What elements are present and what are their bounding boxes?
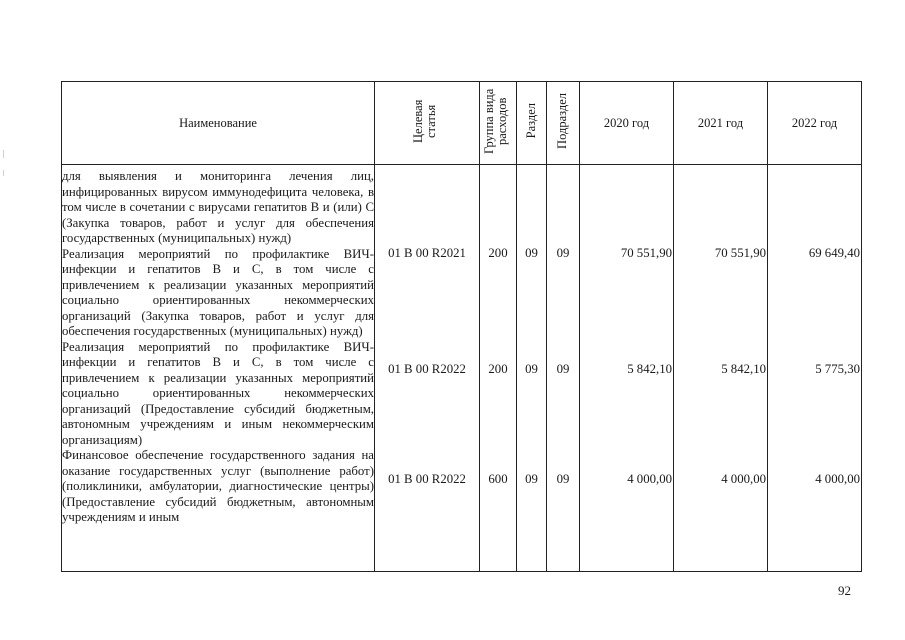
amount-2022-cell <box>768 165 862 572</box>
subsection-value: 09 <box>556 362 570 376</box>
target-article-value: 01 В 00 R2021 <box>388 246 466 260</box>
amount-2022-value: 5 775,30 <box>815 362 860 376</box>
amount-2021-value: 70 551,90 <box>714 246 766 260</box>
target-article-cell <box>375 165 480 572</box>
section-value: 09 <box>525 472 538 486</box>
header-subsection: Подраздел <box>547 82 580 165</box>
section-value: 09 <box>525 362 538 376</box>
amount-2022-value: 4 000,00 <box>815 472 860 486</box>
amount-2021-value: 5 842,10 <box>721 362 766 376</box>
subsection-cell <box>547 165 580 572</box>
header-2022: 2022 год <box>768 82 862 165</box>
section-value: 09 <box>525 246 538 260</box>
name-entry: для выявления и мониторинга лечения лиц, инфицированных вирусом иммунодефицита человека, в том числе в сочетании с вирусами гепатитов В и (или) С (Закупка товаров, работ и услуг для обеспечения государственных (муниципальных) нужд) <box>62 169 374 245</box>
expense-group-value: 200 <box>488 246 508 260</box>
subsection-value: 09 <box>556 472 570 486</box>
amount-2020-value: 70 551,90 <box>620 246 672 260</box>
header-target-article: Целевая статья <box>375 82 480 165</box>
header-2020: 2020 год <box>580 82 674 165</box>
expense-group-cell <box>480 165 517 572</box>
scan-margin-mark <box>3 170 4 176</box>
budget-table <box>61 81 862 572</box>
scan-margin-mark <box>3 150 4 158</box>
amount-2020-cell <box>580 165 674 572</box>
name-entry: Реализация мероприятий по профилактике ВИЧ-инфекции и гепатитов В и С, в том числе с привлечением к реализации указанных мероприятий социально ориентированных некоммерческих организаций (Предоставление субсидий бюджетным, автономным учреждениям и иным некоммерческим организациям) <box>62 339 374 447</box>
amount-2020-value: 4 000,00 <box>627 472 672 486</box>
expense-group-value: 200 <box>488 362 508 376</box>
header-2021: 2021 год <box>674 82 768 165</box>
target-article-value: 01 В 00 R2022 <box>388 472 466 486</box>
expense-group-value: 600 <box>488 472 508 486</box>
page-number: 92 <box>838 583 851 598</box>
name-entry: Реализация мероприятий по профилактике ВИЧ-инфекции и гепатитов В и С, в том числе с привлечением к реализации указанных мероприятий социально ориентированных некоммерческих организаций (Закупка товаров, работ и услуг для обеспечения государственных (муниципальных) нужд) <box>62 246 374 338</box>
header-expense-group: Группа вида расходов <box>480 82 517 165</box>
amount-2020-value: 5 842,10 <box>627 362 672 376</box>
subsection-value: 09 <box>556 246 570 260</box>
name-column-cell <box>62 165 375 572</box>
section-cell <box>517 165 547 572</box>
table-body-row <box>62 165 862 572</box>
name-entry: Финансовое обеспечение государственного задания на оказание государственных услуг (выполнение работ) (поликлиники, амбулатории, диагностические центры) (Предоставление субсидий бюджетным, автономным учреждениям и иным <box>62 448 374 524</box>
amount-2022-value: 69 649,40 <box>808 246 860 260</box>
table-header-row <box>62 82 862 165</box>
amount-2021-cell <box>674 165 768 572</box>
header-section: Раздел <box>517 82 547 165</box>
header-name: Наименование <box>62 82 375 165</box>
target-article-value: 01 В 00 R2022 <box>388 362 466 376</box>
amount-2021-value: 4 000,00 <box>721 472 766 486</box>
